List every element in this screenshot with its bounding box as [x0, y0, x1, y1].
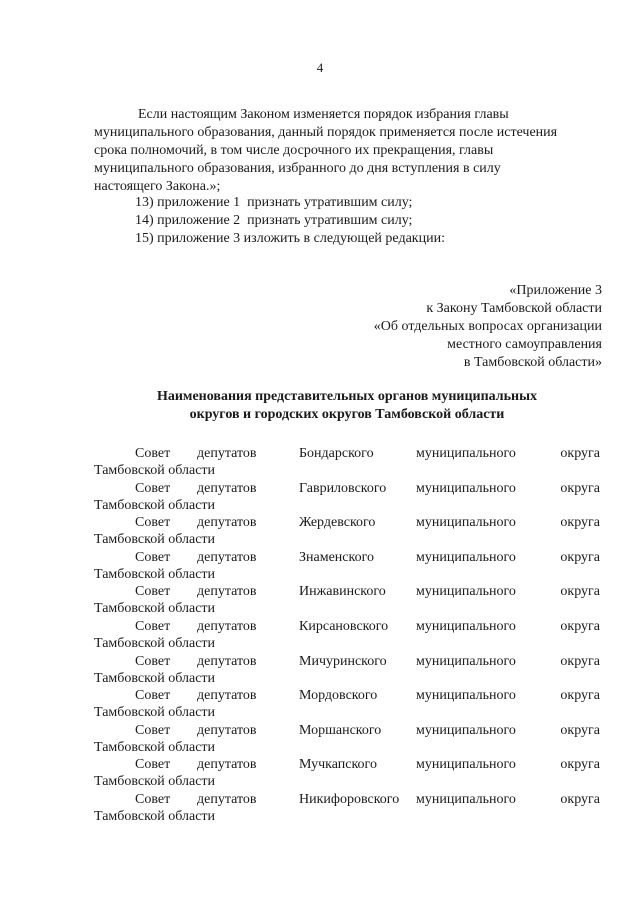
paragraph-line: Если настоящим Законом изменяется порядок избрания главы — [138, 107, 509, 122]
closing-paragraph — [94, 106, 600, 196]
page-number: 4 — [316, 60, 324, 75]
council-word-sovet: Совет — [135, 757, 171, 773]
council-word-municipal: муниципального — [416, 618, 516, 634]
appendix-line: к Закону Тамбовской области — [426, 301, 602, 316]
council-name: Моршанского — [299, 722, 382, 738]
council-word-sovet: Совет — [135, 618, 171, 634]
council-word-municipal: муниципального — [416, 791, 516, 807]
council-word-okruga: округа — [560, 653, 600, 669]
council-name: Жердевского — [299, 515, 376, 531]
council-word-okruga: округа — [560, 446, 600, 461]
council-word-sovet: Совет — [135, 446, 171, 461]
council-name: Бондарского — [299, 446, 374, 461]
council-word-deputatov: депутатов — [197, 480, 257, 496]
council-word-sovet: Совет — [135, 653, 171, 669]
council-word-deputatov: депутатов — [197, 757, 257, 773]
council-list-item — [94, 687, 600, 722]
council-word-sovet: Совет — [135, 549, 171, 565]
council-word-deputatov: депутатов — [197, 515, 257, 531]
council-list-item — [94, 445, 600, 480]
council-word-okruga: округа — [560, 515, 600, 531]
council-name: Никифоровского — [299, 791, 400, 807]
council-word-municipal: муниципального — [416, 584, 516, 600]
council-word-municipal: муниципального — [416, 688, 516, 704]
council-word-deputatov: депутатов — [197, 618, 257, 634]
council-word-sovet: Совет — [135, 722, 171, 738]
council-list-item — [94, 791, 600, 826]
council-region: Тамбовской области — [94, 774, 216, 790]
amendment-items — [135, 194, 445, 248]
council-word-municipal: муниципального — [416, 757, 516, 773]
council-list-item — [94, 756, 600, 791]
appendix-line: в Тамбовской области» — [463, 355, 602, 370]
council-name: Мучкапского — [299, 757, 377, 773]
appendix-line: местного самоуправления — [447, 337, 602, 352]
council-name: Гавриловского — [299, 480, 387, 496]
appendix-header — [374, 282, 602, 372]
amendment-item: 13) приложение 1 признать утратившим силу; — [135, 195, 413, 210]
council-word-okruga: округа — [560, 618, 600, 634]
council-region: Тамбовской области — [94, 463, 216, 478]
council-word-okruga: округа — [560, 480, 600, 496]
paragraph-line: муниципального образования, избранного до дня вступления в силу — [94, 161, 501, 176]
council-word-deputatov: депутатов — [197, 722, 257, 738]
council-word-okruga: округа — [560, 791, 600, 807]
council-name: Кирсановского — [299, 618, 389, 634]
council-word-deputatov: депутатов — [197, 653, 257, 669]
council-word-okruga: округа — [560, 757, 600, 773]
council-word-okruga: округа — [560, 722, 600, 738]
amendment-item: 15) приложение 3 изложить в следующей редакции: — [135, 231, 445, 246]
council-list-item — [94, 480, 600, 515]
council-word-deputatov: депутатов — [197, 549, 257, 565]
paragraph-line: срока полномочий, в том числе досрочного их прекращения, главы — [94, 143, 494, 158]
council-word-deputatov: депутатов — [197, 791, 257, 807]
council-word-municipal: муниципального — [416, 446, 516, 461]
council-word-okruga: округа — [560, 549, 600, 565]
council-region: Тамбовской области — [94, 566, 216, 582]
heading-line: Наименования представительных органов муниципальных — [156, 389, 538, 404]
appendix-line: «Об отдельных вопросах организации — [373, 319, 602, 334]
council-word-municipal: муниципального — [416, 480, 516, 496]
council-region: Тамбовской области — [94, 670, 216, 686]
council-region: Тамбовской области — [94, 705, 216, 721]
council-name: Инжавинского — [299, 584, 386, 600]
council-word-deputatov: депутатов — [197, 688, 257, 704]
council-region: Тамбовской области — [94, 635, 216, 651]
council-name: Мордовского — [299, 688, 378, 704]
council-list-item — [94, 583, 600, 618]
council-word-okruga: округа — [560, 584, 600, 600]
council-word-municipal: муниципального — [416, 515, 516, 531]
council-word-okruga: округа — [560, 688, 600, 704]
council-name: Знаменского — [299, 549, 374, 565]
council-region: Тамбовской области — [94, 808, 216, 824]
council-region: Тамбовской области — [94, 739, 216, 755]
council-list-item — [94, 549, 600, 584]
council-list-item — [94, 514, 600, 549]
heading-line: округов и городских округов Тамбовской области — [189, 407, 505, 422]
council-list-item — [94, 618, 600, 653]
council-word-sovet: Совет — [135, 515, 171, 531]
council-word-deputatov: депутатов — [197, 584, 257, 600]
council-word-municipal: муниципального — [416, 722, 516, 738]
council-region: Тамбовской области — [94, 497, 216, 513]
council-word-municipal: муниципального — [416, 653, 516, 669]
council-word-deputatov: депутатов — [197, 446, 257, 461]
council-word-sovet: Совет — [135, 480, 171, 496]
council-word-sovet: Совет — [135, 688, 171, 704]
council-word-municipal: муниципального — [416, 549, 516, 565]
council-list-item — [94, 653, 600, 688]
council-word-sovet: Совет — [135, 584, 171, 600]
council-list — [94, 445, 600, 826]
section-heading — [94, 388, 600, 424]
council-word-sovet: Совет — [135, 791, 171, 807]
appendix-line: «Приложение 3 — [509, 283, 602, 298]
council-region: Тамбовской области — [94, 601, 216, 617]
amendment-item: 14) приложение 2 признать утратившим силу; — [135, 213, 413, 228]
council-name: Мичуринского — [299, 653, 387, 669]
paragraph-line: настоящего Закона.»; — [94, 179, 221, 194]
council-list-item — [94, 722, 600, 757]
paragraph-line: муниципального образования, данный порядок применяется после истечения — [94, 125, 558, 140]
council-region: Тамбовской области — [94, 532, 216, 548]
